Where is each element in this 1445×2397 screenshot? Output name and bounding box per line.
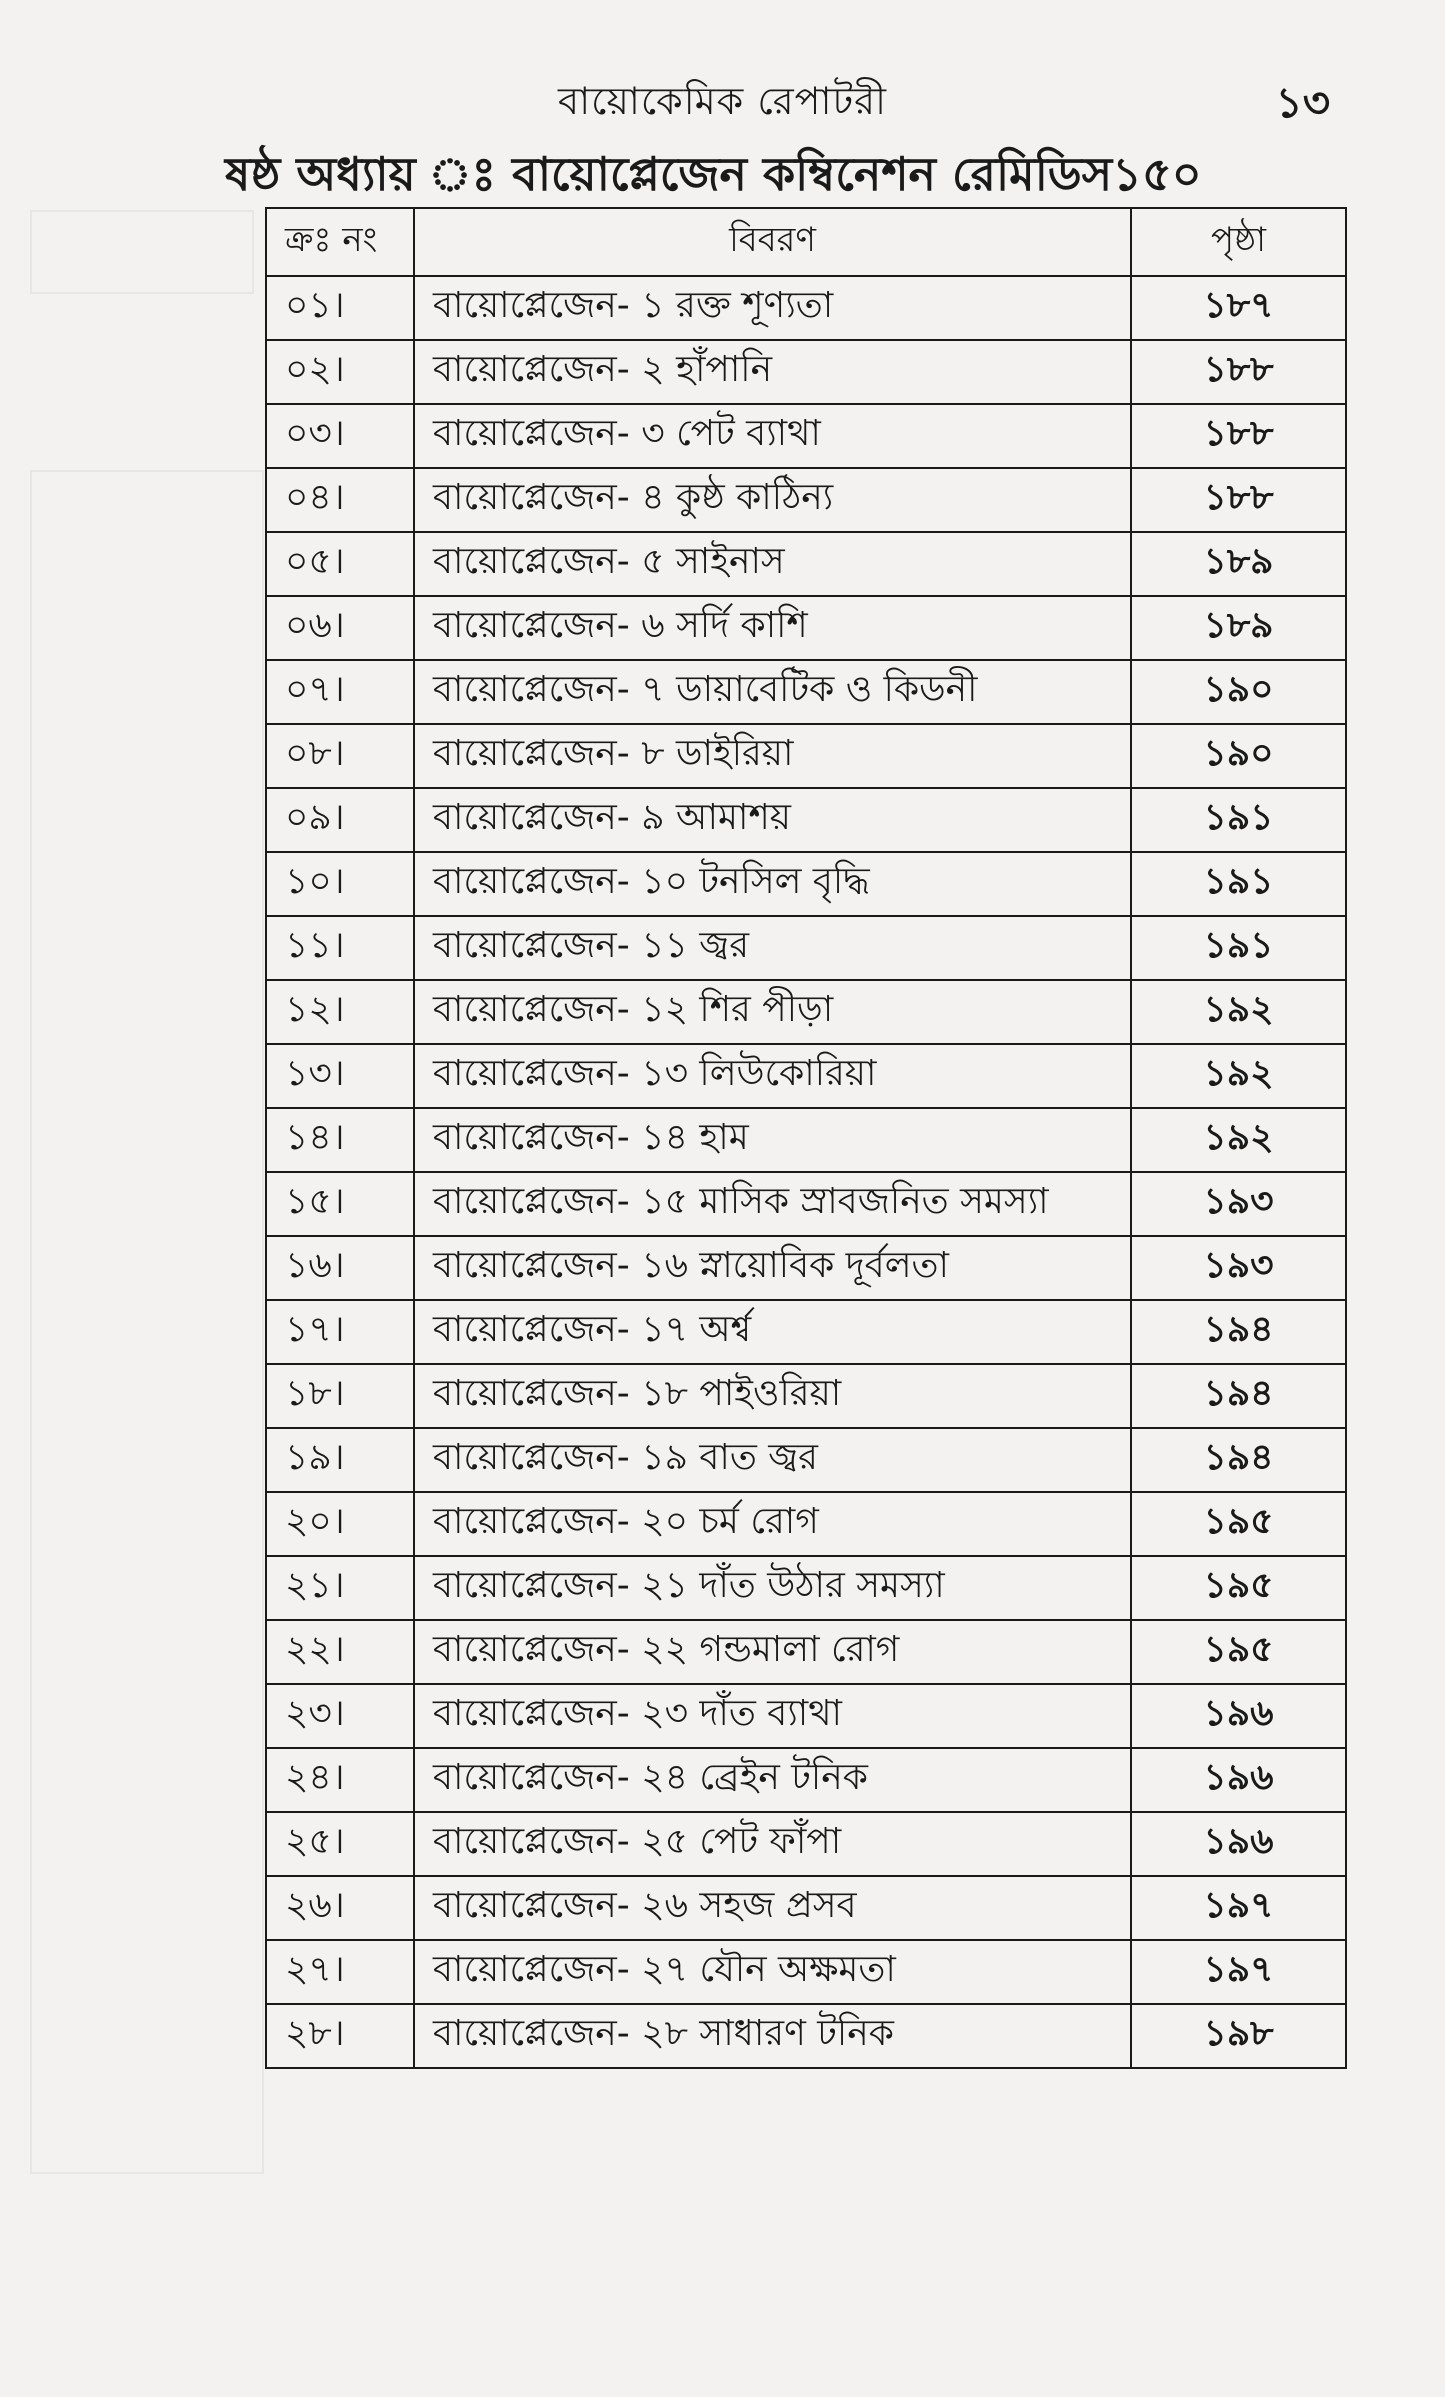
description-cell: বায়োপ্লেজেন- ২৪ ব্রেইন টনিক: [414, 1748, 1131, 1812]
description-cell: বায়োপ্লেজেন- ২৩ দাঁত ব্যাথা: [414, 1684, 1131, 1748]
description-cell: বায়োপ্লেজেন- ১১ জ্বর: [414, 916, 1131, 980]
running-header-title: বায়োকেমিক রেপাটরী: [558, 79, 887, 123]
serial-cell: ১৮।: [266, 1364, 414, 1428]
serial-cell: ২৩।: [266, 1684, 414, 1748]
description-cell: বায়োপ্লেজেন- ২৮ সাধারণ টনিক: [414, 2004, 1131, 2068]
table-row: [266, 980, 1346, 1044]
description-cell: বায়োপ্লেজেন- ১৬ স্নায়োবিক দূর্বলতা: [414, 1236, 1131, 1300]
page-cell: ১৯৪: [1131, 1364, 1346, 1428]
page-cell: ১৮৮: [1131, 340, 1346, 404]
table-row: [266, 276, 1346, 340]
table-row: [266, 1364, 1346, 1428]
serial-cell: ১০।: [266, 852, 414, 916]
page-cell: ১৯১: [1131, 916, 1346, 980]
table-row: [266, 2004, 1346, 2068]
page-cell: ১৯০: [1131, 660, 1346, 724]
table-row: [266, 660, 1346, 724]
page-cell: ১৮৮: [1131, 404, 1346, 468]
serial-cell: ১৩।: [266, 1044, 414, 1108]
description-cell: বায়োপ্লেজেন- ৯ আমাশয়: [414, 788, 1131, 852]
page-cell: ১৯২: [1131, 1044, 1346, 1108]
table-row: [266, 852, 1346, 916]
table-row: [266, 1940, 1346, 2004]
description-cell: বায়োপ্লেজেন- ১৭ অর্শ্ব: [414, 1300, 1131, 1364]
description-cell: বায়োপ্লেজেন- ২৫ পেট ফাঁপা: [414, 1812, 1131, 1876]
page-cell: ১৯৫: [1131, 1556, 1346, 1620]
table-row: [266, 404, 1346, 468]
description-cell: বায়োপ্লেজেন- ২২ গন্ডমালা রোগ: [414, 1620, 1131, 1684]
column-header-description: বিবরণ: [414, 208, 1131, 276]
description-cell: বায়োপ্লেজেন- ১৫ মাসিক স্রাবজনিত সমস্যা: [414, 1172, 1131, 1236]
serial-cell: ০৩।: [266, 404, 414, 468]
serial-cell: ২২।: [266, 1620, 414, 1684]
table-header-row: [266, 208, 1346, 276]
serial-cell: ২৭।: [266, 1940, 414, 2004]
table-row: [266, 1492, 1346, 1556]
serial-cell: ১৪।: [266, 1108, 414, 1172]
description-cell: বায়োপ্লেজেন- ২০ চর্ম রোগ: [414, 1492, 1131, 1556]
serial-cell: ১৫।: [266, 1172, 414, 1236]
page-cell: ১৯৮: [1131, 2004, 1346, 2068]
table-row: [266, 1108, 1346, 1172]
page-cell: ১৮৯: [1131, 532, 1346, 596]
serial-cell: ০১।: [266, 276, 414, 340]
serial-cell: ২৮।: [266, 2004, 414, 2068]
page-cell: ১৯০: [1131, 724, 1346, 788]
serial-cell: ২৪।: [266, 1748, 414, 1812]
table-row: [266, 916, 1346, 980]
description-cell: বায়োপ্লেজেন- ১৯ বাত জ্বর: [414, 1428, 1131, 1492]
serial-cell: ১২।: [266, 980, 414, 1044]
table-row: [266, 1812, 1346, 1876]
page-cell: ১৯২: [1131, 1108, 1346, 1172]
serial-cell: ১৭।: [266, 1300, 414, 1364]
serial-cell: ২০।: [266, 1492, 414, 1556]
serial-cell: ০৪।: [266, 468, 414, 532]
bleed-through-mark: [30, 470, 264, 2174]
serial-cell: ০৬।: [266, 596, 414, 660]
page-cell: ১৯৭: [1131, 1940, 1346, 2004]
table-row: [266, 1172, 1346, 1236]
page-cell: ১৯২: [1131, 980, 1346, 1044]
serial-cell: ১১।: [266, 916, 414, 980]
serial-cell: ০৯।: [266, 788, 414, 852]
page-cell: ১৯৪: [1131, 1428, 1346, 1492]
table-row: [266, 596, 1346, 660]
serial-cell: ২১।: [266, 1556, 414, 1620]
page-cell: ১৯৫: [1131, 1492, 1346, 1556]
column-header-serial: ক্রঃ নং: [266, 208, 414, 276]
page-number: ১৩: [1275, 78, 1330, 127]
page-cell: ১৮৯: [1131, 596, 1346, 660]
description-cell: বায়োপ্লেজেন- ১০ টনসিল বৃদ্ধি: [414, 852, 1131, 916]
table-row: [266, 1620, 1346, 1684]
description-cell: বায়োপ্লেজেন- ২ হাঁপানি: [414, 340, 1131, 404]
page-cell: ১৯৫: [1131, 1620, 1346, 1684]
serial-cell: ০৮।: [266, 724, 414, 788]
page-cell: ১৯৬: [1131, 1684, 1346, 1748]
description-cell: বায়োপ্লেজেন- ২৬ সহজ প্রসব: [414, 1876, 1131, 1940]
description-cell: বায়োপ্লেজেন- ৪ কুষ্ঠ কাঠিন্য: [414, 468, 1131, 532]
table-body: [266, 276, 1346, 2068]
description-cell: বায়োপ্লেজেন- ১৮ পাইওরিয়া: [414, 1364, 1131, 1428]
page-cell: ১৯৬: [1131, 1812, 1346, 1876]
serial-cell: ২৬।: [266, 1876, 414, 1940]
page-cell: ১৮৮: [1131, 468, 1346, 532]
table-row: [266, 1236, 1346, 1300]
table-row: [266, 532, 1346, 596]
description-cell: বায়োপ্লেজেন- ১ রক্ত শূণ্যতা: [414, 276, 1131, 340]
page-cell: ১৮৭: [1131, 276, 1346, 340]
serial-cell: ০৫।: [266, 532, 414, 596]
column-header-page: পৃষ্ঠা: [1131, 208, 1346, 276]
table-row: [266, 468, 1346, 532]
chapter-title: ষষ্ঠ অধ্যায় ঃ বায়োপ্লেজেন কম্বিনেশন রেমিডিস১৫০: [225, 147, 1202, 201]
table-row: [266, 1748, 1346, 1812]
table-row: [266, 724, 1346, 788]
serial-cell: ১৬।: [266, 1236, 414, 1300]
table-row: [266, 340, 1346, 404]
serial-cell: ১৯।: [266, 1428, 414, 1492]
table-row: [266, 1428, 1346, 1492]
page-cell: ১৯১: [1131, 788, 1346, 852]
bleed-through-mark: [30, 210, 254, 294]
description-cell: বায়োপ্লেজেন- ১৪ হাম: [414, 1108, 1131, 1172]
table-row: [266, 1876, 1346, 1940]
table-row: [266, 1556, 1346, 1620]
description-cell: বায়োপ্লেজেন- ৭ ডায়াবেটিক ও কিডনী: [414, 660, 1131, 724]
description-cell: বায়োপ্লেজেন- ৮ ডাইরিয়া: [414, 724, 1131, 788]
description-cell: বায়োপ্লেজেন- ২১ দাঁত উঠার সমস্যা: [414, 1556, 1131, 1620]
page-cell: ১৯৩: [1131, 1172, 1346, 1236]
page-cell: ১৯১: [1131, 852, 1346, 916]
page-cell: ১৯৭: [1131, 1876, 1346, 1940]
description-cell: বায়োপ্লেজেন- ১২ শির পীড়া: [414, 980, 1131, 1044]
page-cell: ১৯৩: [1131, 1236, 1346, 1300]
serial-cell: ২৫।: [266, 1812, 414, 1876]
page-cell: ১৯৬: [1131, 1748, 1346, 1812]
contents-table: [265, 207, 1347, 2069]
description-cell: বায়োপ্লেজেন- ৫ সাইনাস: [414, 532, 1131, 596]
serial-cell: ০৭।: [266, 660, 414, 724]
description-cell: বায়োপ্লেজেন- ৬ সর্দি কাশি: [414, 596, 1131, 660]
table-row: [266, 1044, 1346, 1108]
description-cell: বায়োপ্লেজেন- ১৩ লিউকোরিয়া: [414, 1044, 1131, 1108]
table-row: [266, 1684, 1346, 1748]
page-cell: ১৯৪: [1131, 1300, 1346, 1364]
table-row: [266, 1300, 1346, 1364]
table-row: [266, 788, 1346, 852]
description-cell: বায়োপ্লেজেন- ৩ পেট ব্যাথা: [414, 404, 1131, 468]
description-cell: বায়োপ্লেজেন- ২৭ যৌন অক্ষমতা: [414, 1940, 1131, 2004]
serial-cell: ০২।: [266, 340, 414, 404]
